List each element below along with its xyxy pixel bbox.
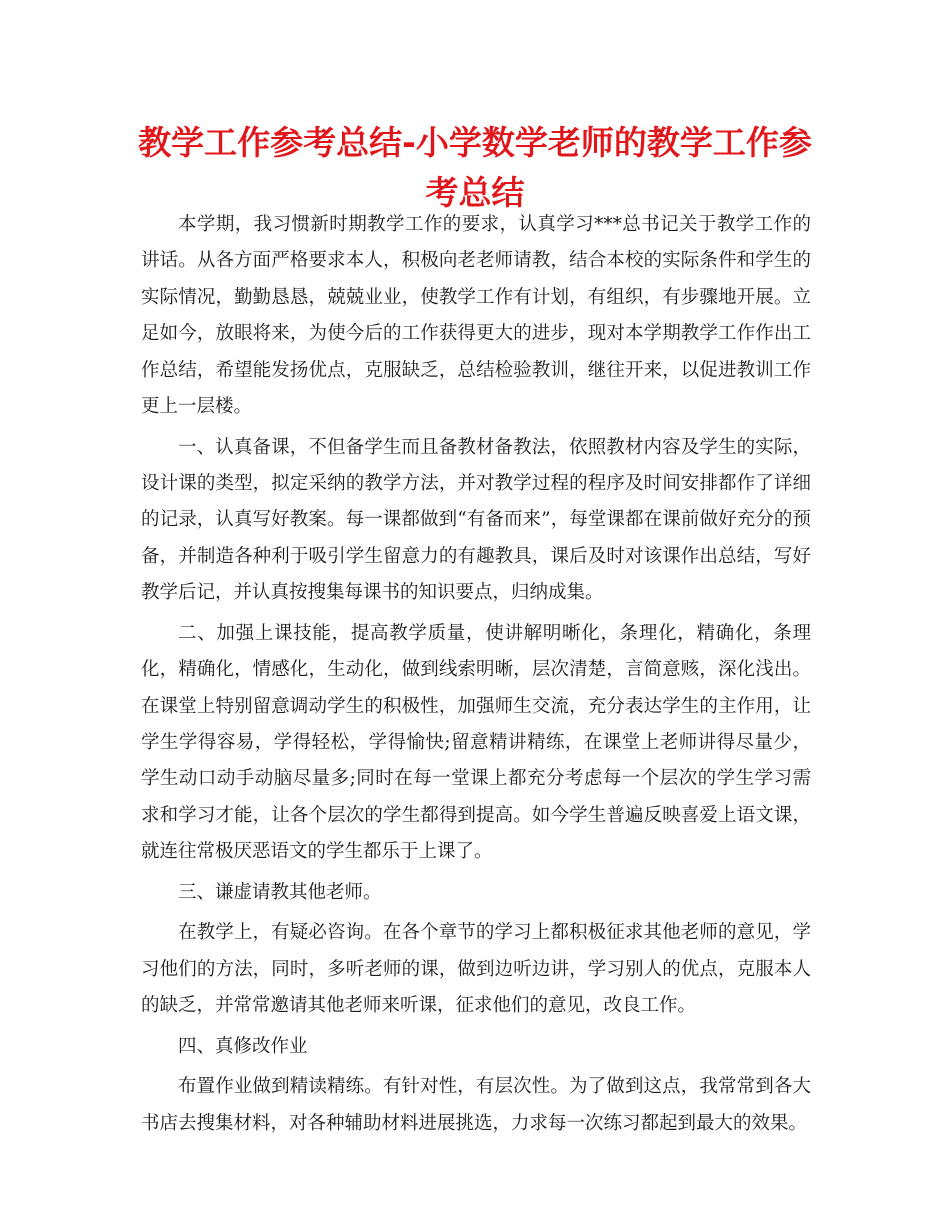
heading-section-three: 三、谦虚请教其他老师。 [178, 881, 382, 903]
paragraph-section-four: 布置作业做到精读精练。有针对性，有层次性。为了做到这点，我常常到各大书店去搜集材料，对各种辅助材料进展挑选，力求每一次练习都起到最大的效果。 [141, 1076, 811, 1134]
document-title: 教学工作参考总结-小学数学老师的教学工作参考总结 [138, 123, 812, 212]
paragraph-section-two: 二、加强上课技能，提高教学质量，使讲解明晰化，条理化，精确化，条理化，精确化，情感化，生动化，做到线索明晰，层次清楚，言简意赅，深化浅出。在课堂上特别留意调动学生的积极性，加强师生交流，充分表达学生的主作用，让学生学得容易，学得轻松，学得愉快;留意精讲精练，在课堂上老师讲得尽量少，学生动口动手动脑尽量多;同时在每一堂课上都充分考虑每一个层次的学生学习需求和学习才能，让各个层次的学生都得到提高。如今学生普遍反映喜爱上语文课，就连往常极厌恶语文的学生都乐于上课了。 [141, 622, 811, 863]
paragraph-intro: 本学期，我习惯新时期教学工作的要求，认真学习***总书记关于教学工作的讲话。从各方面严格要求本人，积极向老老师请教，结合本校的实际条件和学生的实际情况，勤勤恳恳，兢兢业业，使教学工作有计划，有组织，有步骤地开展。立足如今，放眼将来，为使今后的工作获得更大的进步，现对本学期教学工作作出工作总结，希望能发扬优点，克服缺乏，总结检验教训，继往开来，以促进教训工作更上一层楼。 [141, 214, 811, 418]
heading-section-four: 四、真修改作业 [178, 1035, 308, 1057]
document-body [141, 207, 811, 1146]
paragraph-section-three: 在教学上，有疑必咨询。在各个章节的学习上都积极征求其他老师的意见，学习他们的方法，同时，多听老师的课，做到边听边讲，学习别人的优点，克服本人的缺乏，并常常邀请其他老师来听课，征求他们的意见，改良工作。 [141, 922, 811, 1017]
paragraph-section-one: 一、认真备课，不但备学生而且备教材备教法，依照教材内容及学生的实际，设计课的类型，拟定采纳的教学方法，并对教学过程的程序及时间安排都作了详细的记录，认真写好教案。每一课都做到“有备而来”，每堂课都在课前做好充分的预备，并制造各种利于吸引学生留意力的有趣教具，课后及时对该课作出总结，写好教学后记，并认真按搜集每课书的知识要点，归纳成集。 [141, 436, 811, 604]
